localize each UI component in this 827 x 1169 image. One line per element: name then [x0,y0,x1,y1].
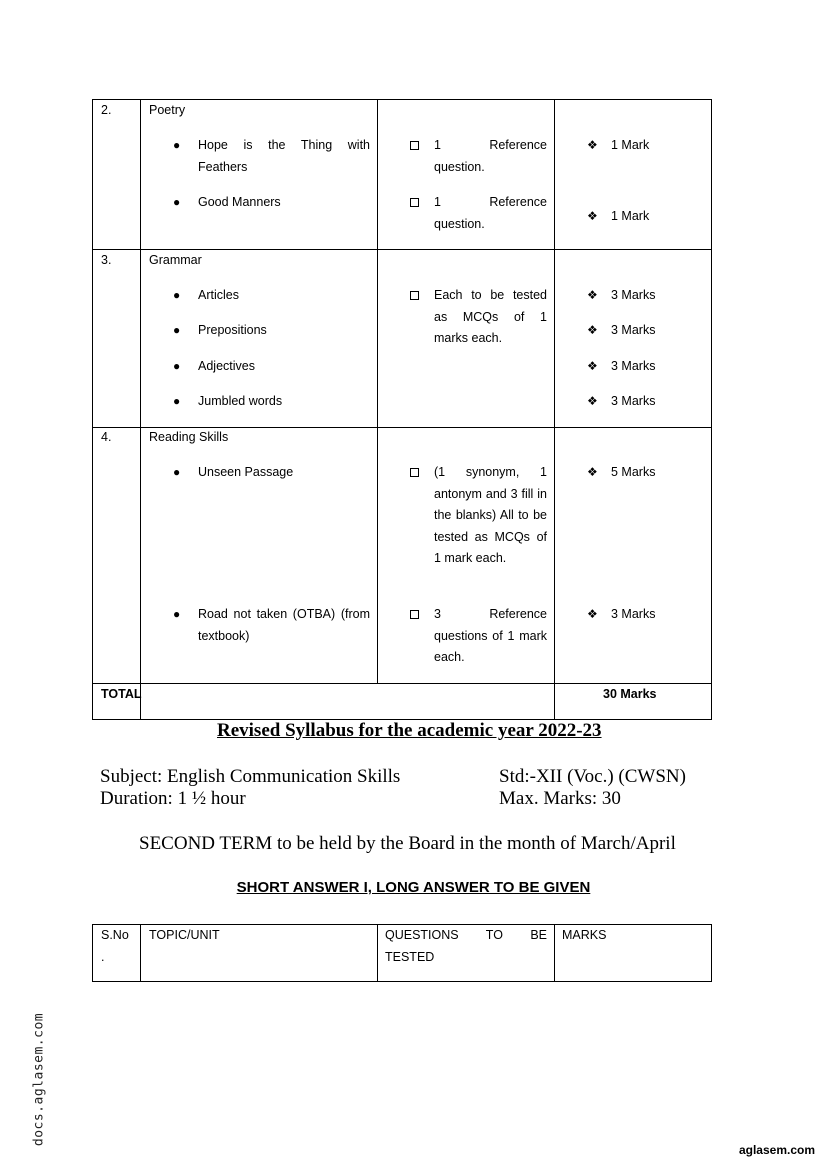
mark-value: 3 Marks [611,394,656,408]
mark-value: 5 Marks [611,465,656,479]
watermark: docs.aglasem.com [31,1012,47,1147]
checkbox-icon [410,141,419,150]
header-topic: TOPIC/UNIT [149,928,220,942]
topic-item: Road not taken (OTBA) (from textbook) [198,607,370,643]
row-number: 3. [101,253,112,267]
topic-item: Unseen Passage [198,465,294,479]
topic-item: Prepositions [198,323,267,337]
diamond-icon: ❖ [587,394,598,408]
row-number: 4. [101,430,112,444]
bullet-icon: ● [173,323,181,337]
header-sno: S.No . [101,928,129,964]
bullet-icon: ● [173,138,181,152]
question-text: 1 Reference question. [434,138,547,174]
std-text: Std:-XII (Voc.) (CWSN) [499,766,686,787]
mark-value: 3 Marks [611,323,656,337]
diamond-icon: ❖ [587,209,598,223]
header-table [92,924,712,982]
diamond-icon: ❖ [587,288,598,302]
max-marks-text: Max. Marks: 30 [499,788,621,809]
col-divider [140,925,141,981]
diamond-icon: ❖ [587,465,598,479]
col-divider [377,100,378,684]
row-number: 2. [101,103,112,117]
topic-item: Hope is the Thing with Feathers [198,138,370,174]
question-text: Each to be tested as MCQs of 1 marks each. [434,288,547,345]
row-topic: Reading Skills [149,430,229,444]
mark-value: 3 Marks [611,607,656,621]
total-marks: 30 Marks [603,687,657,701]
col-divider [377,925,378,981]
bullet-icon: ● [173,359,181,373]
checkbox-icon [410,291,419,300]
total-label: TOTAL [101,687,142,701]
question-text: 1 Reference question. [434,195,547,231]
topic-item: Adjectives [198,359,255,373]
diamond-icon: ❖ [587,607,598,621]
topic-item: Good Manners [198,195,281,209]
diamond-icon: ❖ [587,359,598,373]
checkbox-icon [410,610,419,619]
section-heading: SHORT ANSWER I, LONG ANSWER TO BE GIVEN [236,879,591,896]
duration-text: Duration: 1 ½ hour [100,788,246,809]
checkbox-icon [410,198,419,207]
bullet-icon: ● [173,195,181,209]
diamond-icon: ❖ [587,323,598,337]
mark-value: 1 Mark [611,138,650,152]
subject-text: Subject: English Communication Skills [100,766,401,787]
header-questions: QUESTIONS TO BE TESTED [385,928,547,964]
topic-item: Jumbled words [198,394,283,408]
question-text: 3 Reference questions of 1 mark each. [434,607,547,664]
row-topic: Grammar [149,253,202,267]
col-divider [140,100,141,719]
mark-value: 3 Marks [611,359,656,373]
header-marks: MARKS [562,928,607,942]
mark-value: 1 Mark [611,209,650,223]
col-divider [554,925,555,981]
bullet-icon: ● [173,465,181,479]
mark-value: 3 Marks [611,288,656,302]
checkbox-icon [410,468,419,477]
col-divider [554,100,555,719]
bullet-icon: ● [173,394,181,408]
question-text: (1 synonym, 1 antonym and 3 fill in the blanks) All to be tested as MCQs of 1 mark each. [434,465,547,565]
row-topic: Poetry [149,103,186,117]
diamond-icon: ❖ [587,138,598,152]
footer-brand: aglasem.com [738,1143,815,1157]
bullet-icon: ● [173,288,181,302]
syllabus-table [92,99,712,720]
bullet-icon: ● [173,607,181,621]
term-text: SECOND TERM to be held by the Board in the month of March/April [139,833,676,854]
page-title: Revised Syllabus for the academic year 2022-23 [217,720,602,741]
topic-item: Articles [198,288,239,302]
